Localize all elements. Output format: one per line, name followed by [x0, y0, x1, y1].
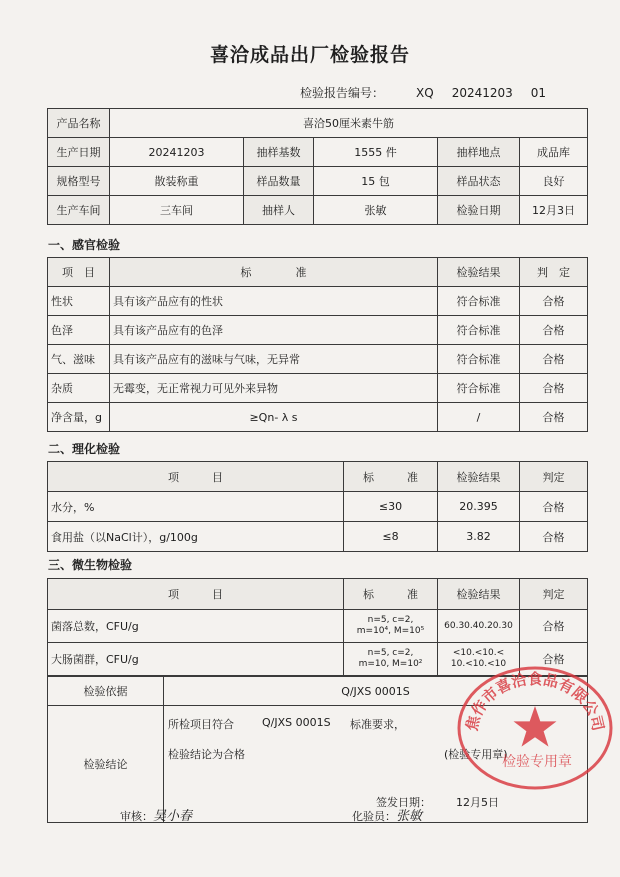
table-row — [48, 316, 588, 345]
seal-purpose-text: 检验专用章 — [502, 754, 572, 770]
conclusion-line2: 检验结论为合格 — [168, 748, 245, 761]
sensory-std: 无霉变，无正常视力可见外来异物 — [110, 374, 438, 403]
test-date-label: 检验日期 — [438, 196, 520, 225]
tester-label: 化验员： — [352, 810, 396, 823]
table-row — [48, 522, 588, 552]
seal-group — [459, 668, 611, 788]
sample-qty-value: 15 包 — [314, 167, 438, 196]
sensory-judge: 合格 — [520, 374, 588, 403]
product-name-value: 喜洽50厘米素牛筋 — [110, 109, 588, 138]
sample-state-value: 良好 — [520, 167, 588, 196]
table-row — [48, 403, 588, 432]
report-number-seq: 01 — [530, 86, 547, 100]
physchem-std: ≤8 — [344, 522, 438, 552]
sensory-result: 符合标准 — [438, 287, 520, 316]
micro-judge: 合格 — [520, 643, 588, 676]
sensory-head-item: 项 目 — [48, 258, 110, 287]
product-name-label: 产品名称 — [48, 109, 110, 138]
micro-std-line1: n=5, c=2, — [367, 648, 414, 658]
micro-head-judge: 判定 — [520, 579, 588, 610]
sensory-header-row — [48, 258, 588, 287]
info-row-workshop — [48, 196, 588, 225]
micro-head-std: 标 准 — [344, 579, 438, 610]
sensory-item: 性状 — [48, 287, 110, 316]
sensory-judge: 合格 — [520, 287, 588, 316]
sensory-item: 气、滋味 — [48, 345, 110, 374]
micro-std — [344, 643, 438, 676]
table-row — [48, 374, 588, 403]
sensory-std: 具有该产品应有的色泽 — [110, 316, 438, 345]
physchem-judge: 合格 — [520, 492, 588, 522]
company-seal-stamp — [455, 662, 615, 792]
sensory-judge: 合格 — [520, 403, 588, 432]
sensory-result: 符合标准 — [438, 316, 520, 345]
table-row — [48, 492, 588, 522]
micro-header-row — [48, 579, 588, 610]
physchem-item: 水分，% — [48, 492, 344, 522]
workshop-label: 生产车间 — [48, 196, 110, 225]
sensory-std: 具有该产品应有的性状 — [110, 287, 438, 316]
physchem-result: 20.395 — [438, 492, 520, 522]
micro-std — [344, 610, 438, 643]
report-number-date: 20241203 — [451, 86, 513, 100]
sensory-std: ≥Qn- λ s — [110, 403, 438, 432]
prod-date-label: 生产日期 — [48, 138, 110, 167]
micro-result-line1: 60.30.40.20.30 — [444, 620, 513, 631]
report-number-prefix: XQ — [416, 86, 434, 100]
product-info-table — [47, 108, 588, 225]
physchem-result: 3.82 — [438, 522, 520, 552]
prod-date-value: 20241203 — [110, 138, 244, 167]
conclusion-line1-c: 标准要求， — [350, 718, 405, 731]
micro-head-result: 检验结果 — [438, 579, 520, 610]
info-row-spec — [48, 167, 588, 196]
sensory-item: 净含量，g — [48, 403, 110, 432]
section-micro-title: 三、微生物检验 — [48, 558, 133, 572]
sensory-head-judge: 判 定 — [520, 258, 588, 287]
physchem-head-std: 标 准 — [344, 462, 438, 492]
micro-result-line2: 10.<10.<10 — [450, 659, 507, 669]
sensory-table — [47, 257, 588, 432]
sensory-item: 杂质 — [48, 374, 110, 403]
report-number — [300, 84, 546, 101]
sensory-result: 符合标准 — [438, 345, 520, 374]
issue-date-value: 12月5日 — [456, 796, 499, 809]
tester-signature: 张敏 — [396, 809, 423, 824]
spec-label: 规格型号 — [48, 167, 110, 196]
sample-base-label: 抽样基数 — [244, 138, 314, 167]
micro-result-line1: <10.<10.< — [452, 648, 505, 658]
physchem-head-item: 项 目 — [48, 462, 344, 492]
conclusion-line1-b: Q/JXS 0001S — [262, 716, 331, 729]
section-sensory-title: 一、感官检验 — [48, 238, 121, 252]
sample-place-value: 成品库 — [520, 138, 588, 167]
table-row — [48, 610, 588, 643]
reviewer-label: 审核： — [120, 810, 153, 823]
test-date-value: 12月3日 — [520, 196, 588, 225]
sample-qty-label: 样品数量 — [244, 167, 314, 196]
basis-label: 检验依据 — [48, 677, 164, 706]
physchem-judge: 合格 — [520, 522, 588, 552]
micro-std-line2: m=10, M=10² — [358, 659, 423, 669]
physchem-table — [47, 461, 588, 552]
conclusion-label: 检验结论 — [48, 706, 164, 823]
workshop-value: 三车间 — [110, 196, 244, 225]
sensory-result: / — [438, 403, 520, 432]
info-row-product — [48, 109, 588, 138]
sensory-std: 具有该产品应有的滋味与气味，无异常 — [110, 345, 438, 374]
sensory-item: 色泽 — [48, 316, 110, 345]
physchem-std: ≤30 — [344, 492, 438, 522]
seal-graphic — [455, 662, 615, 792]
sampler-value: 张敏 — [314, 196, 438, 225]
physchem-head-judge: 判定 — [520, 462, 588, 492]
spec-value: 散装称重 — [110, 167, 244, 196]
section-physchem-title: 二、理化检验 — [48, 442, 121, 456]
seal-company-text: 焦作市喜洽食品有限公司 — [462, 670, 608, 733]
sample-base-value: 1555 件 — [314, 138, 438, 167]
physchem-head-result: 检验结果 — [438, 462, 520, 492]
basis-value: Q/JXS 0001S — [164, 677, 588, 706]
reviewer-field — [120, 805, 192, 824]
micro-item: 菌落总数，CFU/g — [48, 610, 344, 643]
sensory-result: 符合标准 — [438, 374, 520, 403]
issue-date-label: 签发日期： — [376, 796, 431, 809]
micro-head-item: 项 目 — [48, 579, 344, 610]
sample-place-label: 抽样地点 — [438, 138, 520, 167]
micro-item: 大肠菌群，CFU/g — [48, 643, 344, 676]
sensory-judge: 合格 — [520, 316, 588, 345]
micro-std-line1: n=5, c=2, — [367, 615, 414, 625]
conclusion-line1-a: 所检项目符合 — [168, 718, 234, 731]
seal-star-icon — [514, 706, 557, 747]
physchem-header-row — [48, 462, 588, 492]
sampler-label: 抽样人 — [244, 196, 314, 225]
report-title: 喜洽成品出厂检验报告 — [209, 44, 410, 66]
sensory-judge: 合格 — [520, 345, 588, 374]
table-row — [48, 345, 588, 374]
conclusion-seal-note: (检验专用章) — [444, 748, 508, 761]
micro-judge: 合格 — [520, 610, 588, 643]
report-number-label: 检验报告编号： — [300, 86, 385, 100]
micro-std-line2: m=10⁴, M=10⁵ — [356, 626, 425, 636]
reviewer-signature: 吴小春 — [153, 809, 193, 824]
table-row — [48, 287, 588, 316]
micro-result — [438, 610, 520, 643]
physchem-item: 食用盐（以NaCl计），g/100g — [48, 522, 344, 552]
sensory-head-result: 检验结果 — [438, 258, 520, 287]
info-row-date — [48, 138, 588, 167]
sensory-head-std: 标 准 — [110, 258, 438, 287]
sample-state-label: 样品状态 — [438, 167, 520, 196]
tester-field — [352, 805, 422, 824]
